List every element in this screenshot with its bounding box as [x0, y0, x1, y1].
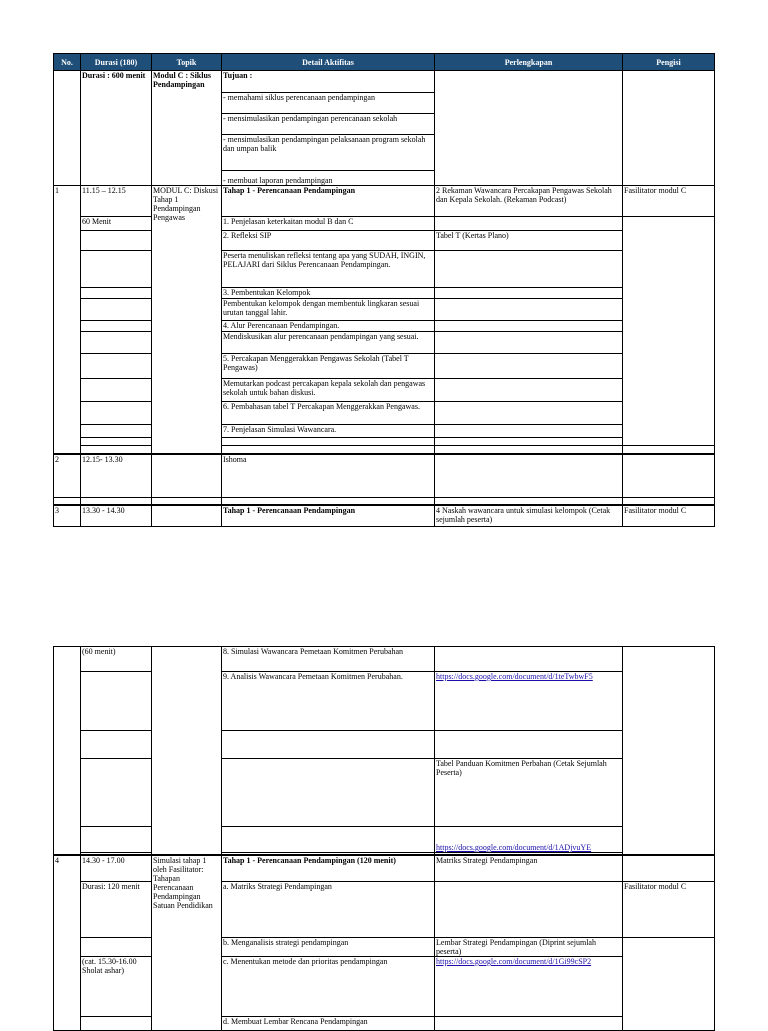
activity-item: 3. Pembentukan Kelompok	[222, 288, 435, 299]
session1-minutes: 60 Menit	[81, 217, 152, 231]
session4-perlengkapan-title: Matriks Strategi Pendampingan	[435, 855, 623, 882]
session1-no: 1	[54, 186, 81, 454]
intro-durasi: Durasi : 600 menit	[81, 71, 152, 186]
activity-item: 4. Alur Perencanaan Pendampingan.	[222, 321, 435, 332]
tujuan-label: Tujuan :	[222, 71, 435, 93]
header-topik: Topik	[152, 54, 222, 71]
session1-time: 11.15 – 12.15	[81, 186, 152, 217]
activity-item: 8. Simulasi Wawancara Pemetaan Komitmen Perubahan	[222, 647, 435, 672]
session4-lembar: Lembar Strategi Pendampingan (Diprint sejumlah peserta)	[435, 938, 623, 957]
table-row	[54, 855, 715, 882]
session1-title: Tahap 1 - Perencanaan Pendampingan	[222, 186, 435, 217]
session1-tabel-t: Tabel T (Kertas Plano)	[435, 231, 623, 251]
table-row	[54, 505, 715, 527]
session1-topik: MODUL C: Diskusi Tahap 1 Pendampingan Pengawas	[152, 186, 222, 454]
session3-title: Tahap 1 - Perencanaan Pendampingan	[222, 505, 435, 527]
table-header-row	[54, 54, 715, 71]
doc-link-2[interactable]: https://docs.google.com/document/d/1ADjvuYE	[436, 843, 592, 852]
activity-item: c. Menentukan metode dan prioritas pendampingan	[222, 957, 435, 1017]
table-row	[54, 71, 715, 93]
session2-detail: Ishoma	[222, 454, 435, 498]
activity-item: 9. Analisis Wawancara Pemetaan Komitmen Perubahan.	[222, 672, 435, 731]
tabel-panduan: Tabel Panduan Komitmen Perbahan (Cetak Sejumlah Peserta)	[435, 759, 623, 827]
activity-item: Mendiskusikan alur perencanaan pendampingan yang sesuai.	[222, 332, 435, 354]
doc-link-3[interactable]: https://docs.google.com/document/d/1Gi99cSP2	[436, 957, 592, 966]
table-row	[54, 454, 715, 498]
activity-item: 7. Penjelasan Simulasi Wawancara.	[222, 425, 435, 438]
header-detail: Detail Aktifitas	[222, 54, 435, 71]
session1-pengisi: Fasilitator modul C	[623, 186, 715, 217]
header-pengisi: Pengisi	[623, 54, 715, 71]
schedule-table-top	[53, 53, 715, 527]
session3-pengisi: Fasilitator modul C	[623, 505, 715, 527]
activity-item: Peserta menuliskan refleksi tentang apa yang SUDAH, INGIN, PELAJARI dari Siklus Perencanaan Pendampingan.	[222, 251, 435, 288]
activity-item: 5. Percakapan Menggerakkan Pengawas Sekolah (Tabel T Pengawas)	[222, 354, 435, 379]
session4-title: Tahap 1 - Perencanaan Pendampingan (120 menit)	[222, 855, 435, 882]
table-row	[54, 186, 715, 217]
activity-item: 6. Pembahasan tabel T Percakapan Menggerakkan Pengawas.	[222, 402, 435, 425]
tujuan-item: - mensimulasikan pendampingan perencanaan sekolah	[222, 114, 435, 135]
tujuan-item: - membuat laporan pendampingan	[222, 171, 435, 186]
session4-no: 4	[54, 855, 81, 1031]
session4-time: 14.30 - 17.00	[81, 855, 152, 882]
header-no: No.	[54, 54, 81, 71]
session4-pengisi: Fasilitator modul C	[623, 882, 715, 938]
header-perlengkapan: Perlengkapan	[435, 54, 623, 71]
activity-item: 2. Refleksi SIP	[222, 231, 435, 251]
doc-link-1[interactable]: https://docs.google.com/document/d/1teTwbwF5	[436, 672, 593, 681]
tujuan-item: - mensimulasikan pendampingan pelaksanaan program sekolah dan umpan balik	[222, 135, 435, 171]
page2-minutes: (60 menit)	[81, 647, 152, 672]
session3-perlengkapan: 4 Naskah wawancara untuk simulasi kelompok (Cetak sejumlah peserta)	[435, 505, 623, 527]
schedule-table-bottom	[53, 646, 715, 1031]
table-row	[54, 498, 715, 505]
session4-durasi: Durasi: 120 menit	[81, 882, 152, 938]
activity-item: Memutarkan podcast percakapan kepala sekolah dan pengawas sekolah untuk bahan diskusi.	[222, 379, 435, 402]
session1-perlengkapan: 2 Rekaman Wawancara Percakapan Pengawas Sekolah dan Kepala Sekolah. (Rekaman Podcast)	[435, 186, 623, 217]
session4-topik: Simulasi tahap 1 oleh Fasilitator: Tahapan Perencanaan Pendampingan Satuan Pendidikan	[152, 855, 222, 1031]
session3-no: 3	[54, 505, 81, 527]
session3-time: 13.30 - 14.30	[81, 505, 152, 527]
activity-item: a. Matriks Strategi Pendampingan	[222, 882, 435, 938]
session2-time: 12.15- 13.30	[81, 454, 152, 498]
activity-item: d. Membuat Lembar Rencana Pendampingan	[222, 1017, 435, 1031]
activity-item: 1. Penjelasan keterkaitan modul B dan C	[222, 217, 435, 231]
table-row	[54, 647, 715, 672]
intro-topik: Modul C : Siklus Pendampingan	[152, 71, 222, 186]
session2-no: 2	[54, 454, 81, 498]
activity-item: Pembentukan kelompok dengan membentuk lingkaran sesuai urutan tanggal lahir.	[222, 299, 435, 321]
tujuan-item: - memahami siklus perencanaan pendampingan	[222, 93, 435, 114]
activity-item: b. Menganalisis strategi pendampingan	[222, 938, 435, 957]
header-durasi: Durasi (180)	[81, 54, 152, 71]
session4-catatan: (cat. 15.30-16.00 Sholat ashar)	[81, 957, 152, 1017]
